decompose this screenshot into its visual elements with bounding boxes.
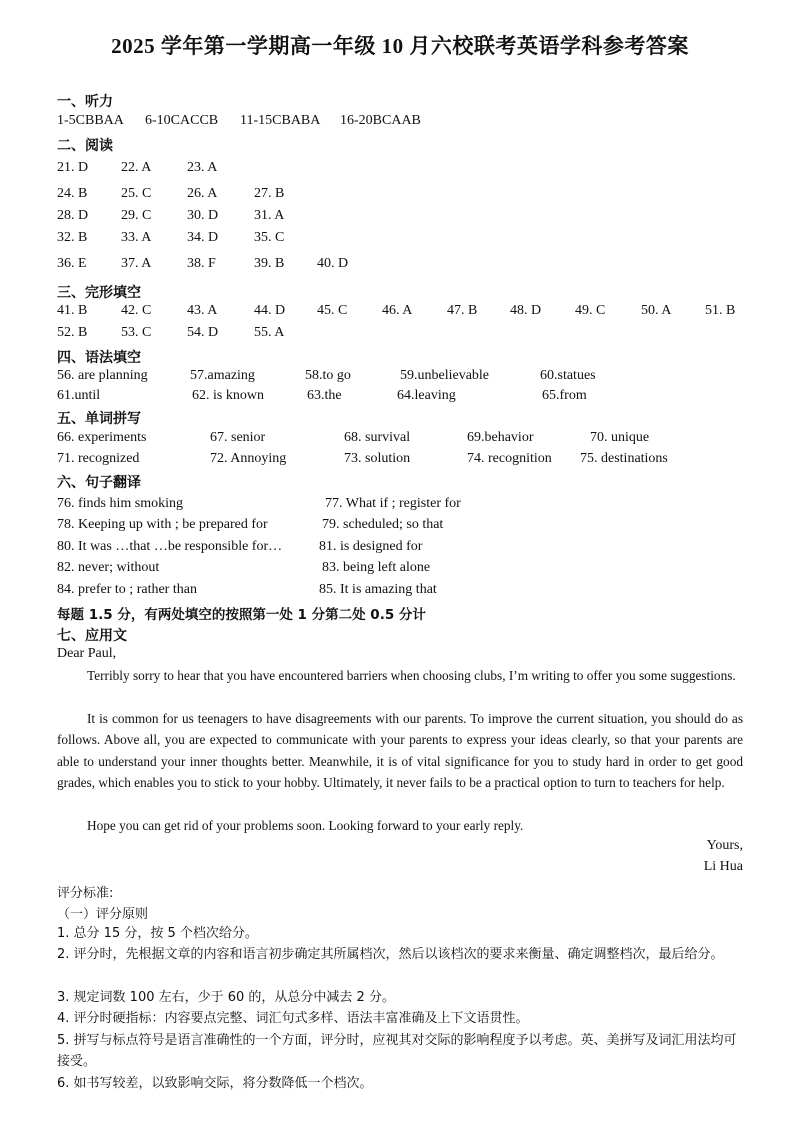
answer-item: 70. unique	[590, 430, 650, 445]
answer-item: 61.until	[57, 388, 101, 403]
answer-item: 42. C	[121, 303, 152, 318]
answer-item: 74. recognition	[467, 451, 552, 466]
section-heading-grammar: 四、语法填空	[57, 350, 141, 366]
answer-item: 49. C	[575, 303, 606, 318]
criteria-item: 3. 规定词数 100 左右，少于 60 的，从总分中减去 2 分。	[57, 990, 395, 1005]
answer-item: 65.from	[542, 388, 587, 403]
answer-item: 33. A	[121, 230, 152, 245]
answer-item: 48. D	[510, 303, 542, 318]
section-heading-spelling: 五、单词拼写	[57, 411, 141, 427]
answer-item: 55. A	[254, 325, 285, 340]
letter-closing: Yours,	[706, 838, 743, 853]
letter-paragraph: Terribly sorry to hear that you have encountered barriers when choosing clubs, I’m writing to offer you some suggestions.	[87, 668, 736, 683]
answer-item: 56. are planning	[57, 368, 148, 383]
criteria-subheading: （一）评分原则	[57, 907, 149, 922]
letter-signature: Li Hua	[703, 859, 743, 874]
answer-item: 54. D	[187, 325, 219, 340]
criteria-heading: 评分标准:	[57, 886, 114, 901]
answer-item: 79. scheduled; so that	[322, 517, 444, 532]
answer-item: 46. A	[382, 303, 413, 318]
answer-item: 64.leaving	[397, 388, 456, 403]
answer-item: 58.to go	[305, 368, 351, 383]
answer-item: 45. C	[317, 303, 348, 318]
document-title: 2025 学年第一学期高一年级 10 月六校联考英语学科参考答案	[111, 34, 689, 58]
letter-paragraph: Hope you can get rid of your problems soon. Looking forward to your early reply.	[87, 818, 524, 833]
letter-greeting: Dear Paul,	[57, 646, 117, 661]
answer-item: 82. never; without	[57, 560, 160, 575]
answer-item: 36. E	[57, 256, 87, 271]
answer-item: 75. destinations	[580, 451, 668, 466]
answer-item: 24. B	[57, 186, 88, 201]
criteria-item: 1. 总分 15 分，按 5 个档次给分。	[57, 926, 258, 941]
answer-item: 68. survival	[344, 430, 411, 445]
answer-item: 53. C	[121, 325, 152, 340]
section-heading-listening: 一、听力	[57, 94, 113, 110]
answer-item: 25. C	[121, 186, 152, 201]
answer-item: 37. A	[121, 256, 152, 271]
section-heading-translation: 六、句子翻译	[57, 475, 141, 491]
answer-item: 76. finds him smoking	[57, 496, 184, 511]
answer-item: 77. What if ; register for	[325, 496, 461, 511]
answer-item: 83. being left alone	[322, 560, 431, 575]
answer-item: 69.behavior	[467, 430, 534, 445]
answer-item: 51. B	[705, 303, 736, 318]
answer-item: 39. B	[254, 256, 285, 271]
answer-item: 50. A	[641, 303, 672, 318]
answer-item: 47. B	[447, 303, 478, 318]
answer-item: 23. A	[187, 160, 218, 175]
answer-item: 85. It is amazing that	[319, 582, 437, 597]
answer-item: 62. is known	[192, 388, 264, 403]
answer-item: 35. C	[254, 230, 285, 245]
answer-item: 31. A	[254, 208, 285, 223]
section-heading-writing: 七、应用文	[57, 628, 127, 644]
section-heading-reading: 二、阅读	[57, 138, 113, 154]
answer-item: 66. experiments	[57, 430, 147, 445]
answer-item: 72. Annoying	[210, 451, 287, 466]
answer-group: 16-20BCAAB	[340, 113, 421, 128]
criteria-item: 4. 评分时硬指标：内容要点完整、词汇句式多样、语法丰富准确及上下文语贯性。	[57, 1011, 529, 1026]
answer-item: 57.amazing	[190, 368, 255, 383]
answer-item: 41. B	[57, 303, 88, 318]
answer-item: 84. prefer to ; rather than	[57, 582, 197, 597]
answer-item: 81. is designed for	[319, 539, 423, 554]
answer-item: 67. senior	[210, 430, 266, 445]
answer-item: 28. D	[57, 208, 89, 223]
letter-paragraph: It is common for us teenagers to have disagreements with our parents. To improve the current situation, you should do as follows. Above all, you are expected to communicate with your parents to express your ideas clearly, so that your parents are able to understand your inner thoughts better. Meanwhile, it is of vital significance for you to study hard in order to get good grades, which enables you to stick to your hobby. Ultimately, it never fails to be a practical option to turn to teachers for help.	[57, 711, 743, 791]
answer-item: 44. D	[254, 303, 286, 318]
answer-group: 6-10CACCB	[145, 113, 219, 128]
answer-item: 60.statues	[540, 368, 596, 383]
answer-item: 38. F	[187, 256, 216, 271]
section-heading-cloze: 三、完形填空	[57, 285, 141, 301]
answer-item: 21. D	[57, 160, 89, 175]
answer-item: 32. B	[57, 230, 88, 245]
criteria-item: 6. 如书写较差，以致影响交际，将分数降低一个档次。	[57, 1076, 373, 1091]
answer-group: 1-5CBBAA	[57, 113, 124, 128]
answer-item: 59.unbelievable	[400, 368, 490, 383]
answer-group: 11-15CBABA	[240, 113, 321, 128]
answer-item: 63.the	[307, 388, 342, 403]
answer-item: 40. D	[317, 256, 349, 271]
answer-item: 52. B	[57, 325, 88, 340]
answer-item: 22. A	[121, 160, 152, 175]
answer-item: 27. B	[254, 186, 285, 201]
answer-item: 80. It was …that …be responsible for…	[57, 539, 283, 554]
answer-item: 26. A	[187, 186, 218, 201]
answer-item: 30. D	[187, 208, 219, 223]
answer-item: 78. Keeping up with ; be prepared for	[57, 517, 268, 532]
criteria-item: 2. 评分时，先根据文章的内容和语言初步确定其所属档次，然后以该档次的要求来衡量、确定调整档次，最后给分。	[57, 947, 724, 962]
answer-item: 71. recognized	[57, 451, 140, 466]
criteria-item: 5. 拼写与标点符号是语言准确性的一个方面，评分时，应视其对交际的影响程度予以考虑。英、美拼写及词汇用法均可接受。	[57, 1033, 737, 1069]
answer-item: 73. solution	[344, 451, 411, 466]
scoring-note: 每题 1.5 分，有两处填空的按照第一处 1 分第二处 0.5 分计	[57, 607, 426, 623]
answer-item: 43. A	[187, 303, 218, 318]
answer-item: 29. C	[121, 208, 152, 223]
answer-item: 34. D	[187, 230, 219, 245]
